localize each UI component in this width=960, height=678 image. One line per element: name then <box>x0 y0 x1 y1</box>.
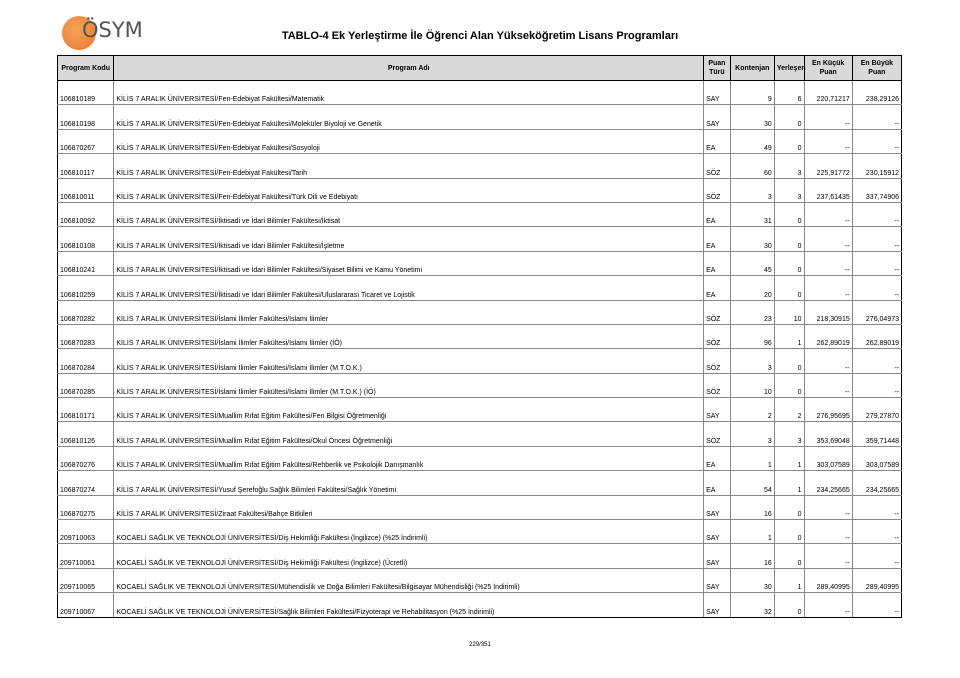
table-row <box>58 495 902 519</box>
cell-placed: 0 <box>774 129 804 153</box>
header-max-score-line1: En Büyük <box>860 60 894 67</box>
cell-quota: 10 <box>730 373 774 397</box>
cell-min-score: -- <box>804 544 852 568</box>
cell-program-name: KİLİS 7 ARALIK ÜNİVERSİTESİ/İktisadi ve İdari Bilimler Fakültesi/Uluslararası Ticaret ve Lojistik <box>114 276 704 300</box>
cell-quota: 1 <box>730 446 774 470</box>
cell-program-name: KİLİS 7 ARALIK ÜNİVERSİTESİ/İktisadi ve İdari Bilimler Fakültesi/İktisat <box>114 202 704 226</box>
cell-program-name: KİLİS 7 ARALIK ÜNİVERSİTESİ/İslami İlimler Fakültesi/İslami İlimler (İÖ) <box>114 324 704 348</box>
cell-program-code: 106870283 <box>58 324 114 348</box>
cell-score-type: SÖZ <box>704 373 731 397</box>
cell-quota: 16 <box>730 544 774 568</box>
table-header-row <box>58 56 902 81</box>
cell-max-score: -- <box>852 276 901 300</box>
cell-max-score: 238,29126 <box>852 81 901 105</box>
cell-quota: 45 <box>730 251 774 275</box>
cell-score-type: SAY <box>704 398 731 422</box>
cell-max-score: 289,40995 <box>852 568 901 592</box>
cell-quota: 96 <box>730 324 774 348</box>
table-row <box>58 568 902 592</box>
cell-placed: 3 <box>774 178 804 202</box>
cell-program-code: 106870267 <box>58 129 114 153</box>
cell-program-name: KİLİS 7 ARALIK ÜNİVERSİTESİ/İslami İlimler Fakültesi/İslami İlimler (M.T.O.K.) <box>114 349 704 373</box>
header-score-type <box>704 56 731 81</box>
cell-quota: 9 <box>730 81 774 105</box>
cell-score-type: EA <box>704 202 731 226</box>
cell-score-type: SÖZ <box>704 178 731 202</box>
cell-quota: 31 <box>730 202 774 226</box>
table-row <box>58 324 902 348</box>
table-row <box>58 593 902 617</box>
cell-placed: 3 <box>774 422 804 446</box>
cell-program-code: 106810117 <box>58 154 114 178</box>
cell-score-type: SAY <box>704 544 731 568</box>
cell-placed: 0 <box>774 593 804 617</box>
cell-max-score: -- <box>852 593 901 617</box>
cell-program-code: 106810198 <box>58 105 114 129</box>
cell-max-score: 262,89019 <box>852 324 901 348</box>
cell-min-score: -- <box>804 227 852 251</box>
cell-program-name: KİLİS 7 ARALIK ÜNİVERSİTESİ/Fen-Edebiyat Fakültesi/Matematik <box>114 81 704 105</box>
cell-program-code: 106870284 <box>58 349 114 373</box>
cell-quota: 16 <box>730 495 774 519</box>
cell-max-score: -- <box>852 373 901 397</box>
cell-score-type: SAY <box>704 520 731 544</box>
cell-min-score: -- <box>804 349 852 373</box>
cell-max-score: 337,74906 <box>852 178 901 202</box>
cell-program-name: KİLİS 7 ARALIK ÜNİVERSİTESİ/Muallim Rıfat Eğitim Fakültesi/Okul Öncesi Öğretmenliği <box>114 422 704 446</box>
cell-program-code: 106810108 <box>58 227 114 251</box>
cell-min-score: -- <box>804 373 852 397</box>
cell-max-score: -- <box>852 105 901 129</box>
cell-program-code: 106810126 <box>58 422 114 446</box>
cell-score-type: SAY <box>704 105 731 129</box>
cell-score-type: SÖZ <box>704 154 731 178</box>
cell-min-score: -- <box>804 276 852 300</box>
cell-score-type: SAY <box>704 568 731 592</box>
cell-min-score: 262,89019 <box>804 324 852 348</box>
cell-program-code: 209710067 <box>58 593 114 617</box>
header-placed: Yerleşen <box>774 56 804 81</box>
cell-placed: 0 <box>774 520 804 544</box>
table-row <box>58 349 902 373</box>
cell-program-code: 106870282 <box>58 300 114 324</box>
cell-program-name: KİLİS 7 ARALIK ÜNİVERSİTESİ/Fen-Edebiyat Fakültesi/Tarih <box>114 154 704 178</box>
cell-score-type: SÖZ <box>704 300 731 324</box>
cell-placed: 0 <box>774 276 804 300</box>
table-body <box>58 81 902 618</box>
table-row <box>58 129 902 153</box>
table-row <box>58 105 902 129</box>
cell-score-type: SÖZ <box>704 349 731 373</box>
cell-quota: 3 <box>730 422 774 446</box>
cell-placed: 1 <box>774 446 804 470</box>
cell-program-code: 106810171 <box>58 398 114 422</box>
cell-quota: 1 <box>730 520 774 544</box>
cell-min-score: 220,71217 <box>804 81 852 105</box>
cell-program-code: 106870274 <box>58 471 114 495</box>
cell-quota: 60 <box>730 154 774 178</box>
page-title: TABLO-4 Ek Yerleştirme İle Öğrenci Alan Yükseköğretim Lisans Programları <box>281 30 679 42</box>
program-table <box>57 55 902 618</box>
cell-placed: 6 <box>774 81 804 105</box>
cell-program-code: 106810092 <box>58 202 114 226</box>
cell-max-score: -- <box>852 544 901 568</box>
cell-max-score: 230,15912 <box>852 154 901 178</box>
cell-score-type: SAY <box>704 593 731 617</box>
table-row <box>58 398 902 422</box>
cell-placed: 3 <box>774 154 804 178</box>
cell-program-name: KİLİS 7 ARALIK ÜNİVERSİTESİ/Muallim Rıfat Eğitim Fakültesi/Rehberlik ve Psikolojik Danışmanlık <box>114 446 704 470</box>
cell-placed: 2 <box>774 398 804 422</box>
logo-text: ÖSYM <box>82 18 143 42</box>
cell-max-score: 276,04973 <box>852 300 901 324</box>
cell-program-name: KİLİS 7 ARALIK ÜNİVERSİTESİ/İslami İlimler Fakültesi/İslami İlimler <box>114 300 704 324</box>
cell-quota: 3 <box>730 178 774 202</box>
table-row <box>58 154 902 178</box>
cell-program-code: 209710065 <box>58 568 114 592</box>
cell-program-name: KİLİS 7 ARALIK ÜNİVERSİTESİ/Fen-Edebiyat Fakültesi/Sosyoloji <box>114 129 704 153</box>
table-row <box>58 373 902 397</box>
cell-program-code: 106810259 <box>58 276 114 300</box>
cell-placed: 0 <box>774 227 804 251</box>
cell-score-type: EA <box>704 129 731 153</box>
cell-quota: 30 <box>730 105 774 129</box>
cell-program-name: KOCAELİ SAĞLIK VE TEKNOLOJİ ÜNİVERSİTESİ/Mühendislik ve Doğa Bilimleri Fakültesi/Bilgisayar Mühendisliği (%25 İndirimli) <box>114 568 704 592</box>
cell-min-score: 237,61435 <box>804 178 852 202</box>
cell-quota: 2 <box>730 398 774 422</box>
header-score-type-line1: Puan <box>708 60 726 67</box>
cell-program-name: KİLİS 7 ARALIK ÜNİVERSİTESİ/Fen-Edebiyat Fakültesi/Moleküler Biyoloji ve Genetik <box>114 105 704 129</box>
header-max-score <box>852 56 901 81</box>
header-program-code: Program Kodu <box>58 56 114 81</box>
cell-program-name: KİLİS 7 ARALIK ÜNİVERSİTESİ/Muallim Rıfat Eğitim Fakültesi/Fen Bilgisi Öğretmenliği <box>114 398 704 422</box>
table-row <box>58 202 902 226</box>
header-min-score-line2: Puan <box>819 69 837 76</box>
table-row <box>58 422 902 446</box>
cell-min-score: -- <box>804 520 852 544</box>
cell-min-score: 225,91772 <box>804 154 852 178</box>
cell-program-name: KOCAELİ SAĞLIK VE TEKNOLOJİ ÜNİVERSİTESİ/Diş Hekimliği Fakültesi (İngilizce) (%25 İndirimli) <box>114 520 704 544</box>
cell-program-code: 106870285 <box>58 373 114 397</box>
table-row <box>58 81 902 105</box>
cell-score-type: SAY <box>704 495 731 519</box>
cell-score-type: SÖZ <box>704 422 731 446</box>
cell-quota: 30 <box>730 227 774 251</box>
table-row <box>58 446 902 470</box>
header-quota: Kontenjan <box>730 56 774 81</box>
cell-program-name: KİLİS 7 ARALIK ÜNİVERSİTESİ/Fen-Edebiyat Fakültesi/Türk Dili ve Edebiyatı <box>114 178 704 202</box>
cell-score-type: SÖZ <box>704 324 731 348</box>
header-score-type-line2: Türü <box>709 69 725 76</box>
cell-min-score: -- <box>804 593 852 617</box>
cell-min-score: 303,07589 <box>804 446 852 470</box>
header-min-score-line1: En Küçük <box>811 60 845 67</box>
cell-max-score: -- <box>852 227 901 251</box>
cell-quota: 49 <box>730 129 774 153</box>
cell-placed: 10 <box>774 300 804 324</box>
cell-program-code: 106870276 <box>58 446 114 470</box>
header-max-score-line2: Puan <box>868 69 886 76</box>
cell-max-score: 234,25665 <box>852 471 901 495</box>
cell-program-code: 106810241 <box>58 251 114 275</box>
cell-program-code: 106810189 <box>58 81 114 105</box>
cell-program-name: KİLİS 7 ARALIK ÜNİVERSİTESİ/İktisadi ve İdari Bilimler Fakültesi/İşletme <box>114 227 704 251</box>
cell-score-type: EA <box>704 276 731 300</box>
page-number: 229/351 <box>469 642 491 648</box>
table-row <box>58 178 902 202</box>
cell-placed: 0 <box>774 373 804 397</box>
cell-max-score: 279,27870 <box>852 398 901 422</box>
cell-placed: 1 <box>774 471 804 495</box>
cell-quota: 54 <box>730 471 774 495</box>
cell-placed: 0 <box>774 202 804 226</box>
cell-program-name: KİLİS 7 ARALIK ÜNİVERSİTESİ/İktisadi ve İdari Bilimler Fakültesi/Siyaset Bilimi ve Kamu Yönetimi <box>114 251 704 275</box>
cell-placed: 0 <box>774 105 804 129</box>
cell-quota: 3 <box>730 349 774 373</box>
cell-placed: 0 <box>774 495 804 519</box>
cell-quota: 23 <box>730 300 774 324</box>
cell-max-score: 303,07589 <box>852 446 901 470</box>
cell-placed: 1 <box>774 568 804 592</box>
cell-min-score: -- <box>804 495 852 519</box>
cell-max-score: 359,71448 <box>852 422 901 446</box>
cell-program-code: 106810011 <box>58 178 114 202</box>
cell-min-score: 276,95695 <box>804 398 852 422</box>
table-row <box>58 471 902 495</box>
table-row <box>58 520 902 544</box>
cell-max-score: -- <box>852 520 901 544</box>
cell-min-score: -- <box>804 105 852 129</box>
cell-max-score: -- <box>852 349 901 373</box>
cell-score-type: EA <box>704 446 731 470</box>
cell-program-name: KİLİS 7 ARALIK ÜNİVERSİTESİ/İslami İlimler Fakültesi/İslami İlimler (M.T.O.K.) (İÖ) <box>114 373 704 397</box>
cell-placed: 0 <box>774 349 804 373</box>
cell-program-name: KOCAELİ SAĞLIK VE TEKNOLOJİ ÜNİVERSİTESİ/Diş Hekimliği Fakültesi (İngilizce) (Ücretli) <box>114 544 704 568</box>
cell-score-type: SAY <box>704 81 731 105</box>
cell-min-score: 218,30915 <box>804 300 852 324</box>
header-min-score <box>804 56 852 81</box>
cell-min-score: -- <box>804 129 852 153</box>
cell-program-code: 209710061 <box>58 544 114 568</box>
cell-program-name: KOCAELİ SAĞLIK VE TEKNOLOJİ ÜNİVERSİTESİ/Sağlık Bilimleri Fakültesi/Fizyoterapi ve Rehabilitasyon (%25 İndirimli) <box>114 593 704 617</box>
cell-min-score: -- <box>804 202 852 226</box>
table-row <box>58 276 902 300</box>
cell-score-type: EA <box>704 227 731 251</box>
cell-program-name: KİLİS 7 ARALIK ÜNİVERSİTESİ/Yusuf Şerefoğlu Sağlık Bilimleri Fakültesi/Sağlık Yönetimi <box>114 471 704 495</box>
cell-min-score: -- <box>804 251 852 275</box>
header-program-name: Program Adı <box>114 56 704 81</box>
cell-quota: 20 <box>730 276 774 300</box>
cell-placed: 0 <box>774 251 804 275</box>
cell-max-score: -- <box>852 251 901 275</box>
table-row <box>58 227 902 251</box>
cell-min-score: 353,69048 <box>804 422 852 446</box>
table-row <box>58 300 902 324</box>
cell-program-code: 106870275 <box>58 495 114 519</box>
table-row <box>58 251 902 275</box>
cell-program-name: KİLİS 7 ARALIK ÜNİVERSİTESİ/Ziraat Fakültesi/Bahçe Bitkileri <box>114 495 704 519</box>
cell-placed: 1 <box>774 324 804 348</box>
table-row <box>58 544 902 568</box>
cell-max-score: -- <box>852 202 901 226</box>
cell-quota: 32 <box>730 593 774 617</box>
cell-max-score: -- <box>852 129 901 153</box>
cell-placed: 0 <box>774 544 804 568</box>
cell-score-type: EA <box>704 471 731 495</box>
cell-min-score: 234,25665 <box>804 471 852 495</box>
cell-score-type: EA <box>704 251 731 275</box>
cell-min-score: 289,40995 <box>804 568 852 592</box>
cell-max-score: -- <box>852 495 901 519</box>
cell-program-code: 209710063 <box>58 520 114 544</box>
cell-quota: 30 <box>730 568 774 592</box>
